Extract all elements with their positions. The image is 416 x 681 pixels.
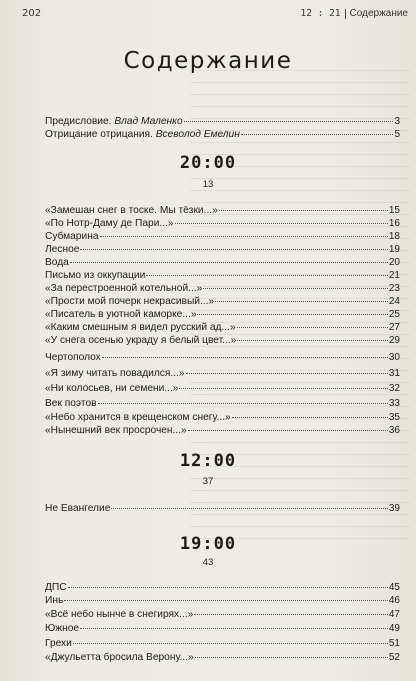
leader-dots: [70, 253, 388, 263]
toc-entry-page: 15: [388, 205, 400, 216]
toc-entry-page: 19: [388, 244, 400, 255]
toc-entry[interactable]: [45, 501, 400, 514]
header-divider: [345, 9, 346, 19]
section-page-12: 37: [202, 476, 214, 487]
toc-entry-page: 31: [388, 368, 400, 379]
toc-entry-page: 33: [388, 398, 400, 409]
toc-entry-label: «Нынешний век просрочен...»: [45, 425, 187, 436]
toc-entry-page: 18: [388, 231, 400, 242]
leader-dots: [195, 648, 388, 658]
toc-entry-label: Предисловие. Влад Маленко: [45, 116, 183, 127]
leader-dots: [80, 619, 388, 629]
leader-dots: [179, 379, 387, 389]
toc-entry-label: Письмо из оккупации: [45, 270, 146, 281]
leader-dots: [194, 605, 388, 615]
toc-entry-page: 39: [388, 503, 400, 514]
leader-dots: [100, 227, 388, 237]
toc-entry-page: 47: [388, 609, 400, 620]
toc-entry-page: 21: [388, 270, 400, 281]
running-header: [22, 8, 408, 24]
leader-dots: [68, 578, 388, 588]
toc-entry-label: «Писатель в уютной каморке...»: [45, 309, 197, 320]
toc-entry-page: 35: [388, 412, 400, 423]
leader-dots: [64, 591, 388, 601]
leader-dots: [146, 266, 388, 276]
toc-entry-label: «Небо хранится в крещенском снегу...»: [45, 412, 231, 423]
toc-entry-label: «Замешан снег в тоске. Мы тёзки...»: [45, 205, 218, 216]
toc-entry[interactable]: [45, 333, 400, 346]
toc-entry-page: 32: [388, 383, 400, 394]
toc-entry[interactable]: [45, 366, 400, 379]
toc-entry-page: 49: [388, 623, 400, 634]
section-heading-20: 20:00: [179, 153, 237, 173]
leader-dots: [98, 394, 388, 404]
leader-dots: [175, 214, 388, 224]
leader-dots: [111, 499, 388, 509]
page-title: Содержание: [123, 48, 293, 74]
toc-entry-label: «За перестроенной котельной...»: [45, 283, 203, 294]
toc-entry-negation[interactable]: [45, 127, 400, 140]
toc-entry-label: ДПС: [45, 582, 67, 593]
toc-entry-label: Инь: [45, 595, 64, 606]
leader-dots: [73, 634, 388, 644]
toc-entry-page: 3: [394, 116, 400, 127]
section-heading-19: 19:00: [179, 534, 237, 554]
leader-dots: [102, 348, 388, 358]
toc-entry[interactable]: [45, 650, 400, 663]
leader-dots: [203, 279, 388, 289]
toc-entry[interactable]: [45, 381, 400, 394]
toc-entry-label: Лесное: [45, 244, 80, 255]
header-right: [301, 8, 409, 19]
toc-entry-label: Вода: [45, 257, 69, 268]
toc-entry-label: Отрицание отрицания. Всеволод Емелин: [45, 129, 240, 140]
leader-dots: [197, 305, 387, 315]
toc-entry[interactable]: [45, 621, 400, 634]
leader-dots: [188, 421, 388, 431]
section-heading-12: 12:00: [179, 451, 237, 471]
toc-entry-page: 29: [388, 335, 400, 346]
toc-entry-label: Грехи: [45, 638, 72, 649]
toc-entry-label: Век поэтов: [45, 398, 97, 409]
toc-entry-label: «Джульетта бросила Верону...»: [45, 652, 194, 663]
leader-dots: [184, 112, 394, 122]
toc-entry-label: «Я зиму читать повадился...»: [45, 368, 185, 379]
toc-entry-page: 30: [388, 352, 400, 363]
toc-entry-page: 51: [388, 638, 400, 649]
leader-dots: [80, 240, 387, 250]
header-clock: 12 : 21: [300, 8, 341, 19]
toc-entry-label: «Ни колосьев, ни семени...»: [45, 383, 179, 394]
leader-dots: [186, 364, 388, 374]
toc-entry-page: 52: [388, 652, 400, 663]
toc-entry-label: Субмарина: [45, 231, 99, 242]
page-number: 202: [22, 8, 42, 19]
toc-entry-page: 5: [394, 129, 400, 140]
leader-dots: [232, 408, 388, 418]
leader-dots: [219, 201, 388, 211]
toc-entry-page: 25: [388, 309, 400, 320]
section-page-20: 13: [202, 179, 214, 190]
toc-entry-label: «У снега осенью украду я белый цвет...»: [45, 335, 237, 346]
toc-entry-page: 45: [388, 582, 400, 593]
leader-dots: [237, 331, 388, 341]
header-section: Содержание: [349, 8, 408, 19]
toc-entry-label: Чертополох: [45, 352, 101, 363]
toc-entry-page: 46: [388, 595, 400, 606]
toc-entry-label: «Каким смешным я видел русский ад...»: [45, 322, 236, 333]
toc-entry[interactable]: [45, 350, 400, 363]
toc-entry-label: «Всё небо нынче в снегирях...»: [45, 609, 194, 620]
toc-entry-page: 16: [388, 218, 400, 229]
toc-entry-page: 36: [388, 425, 400, 436]
leader-dots: [237, 318, 388, 328]
leader-dots: [215, 292, 388, 302]
toc-entry[interactable]: [45, 423, 400, 436]
leader-dots: [241, 125, 394, 135]
toc-entry-label: Южное: [45, 623, 80, 634]
toc-entry-page: 20: [388, 257, 400, 268]
toc-entry-label: «Прости мой почерк некрасивый...»: [45, 296, 215, 307]
toc-entry-page: 24: [388, 296, 400, 307]
toc-entry-page: 27: [388, 322, 400, 333]
toc-entry-label: «По Нотр-Даму де Пари...»: [45, 218, 174, 229]
toc-entry-page: 23: [388, 283, 400, 294]
toc-entry-label: Не Евангелие: [45, 503, 111, 514]
section-page-19: 43: [202, 557, 214, 568]
